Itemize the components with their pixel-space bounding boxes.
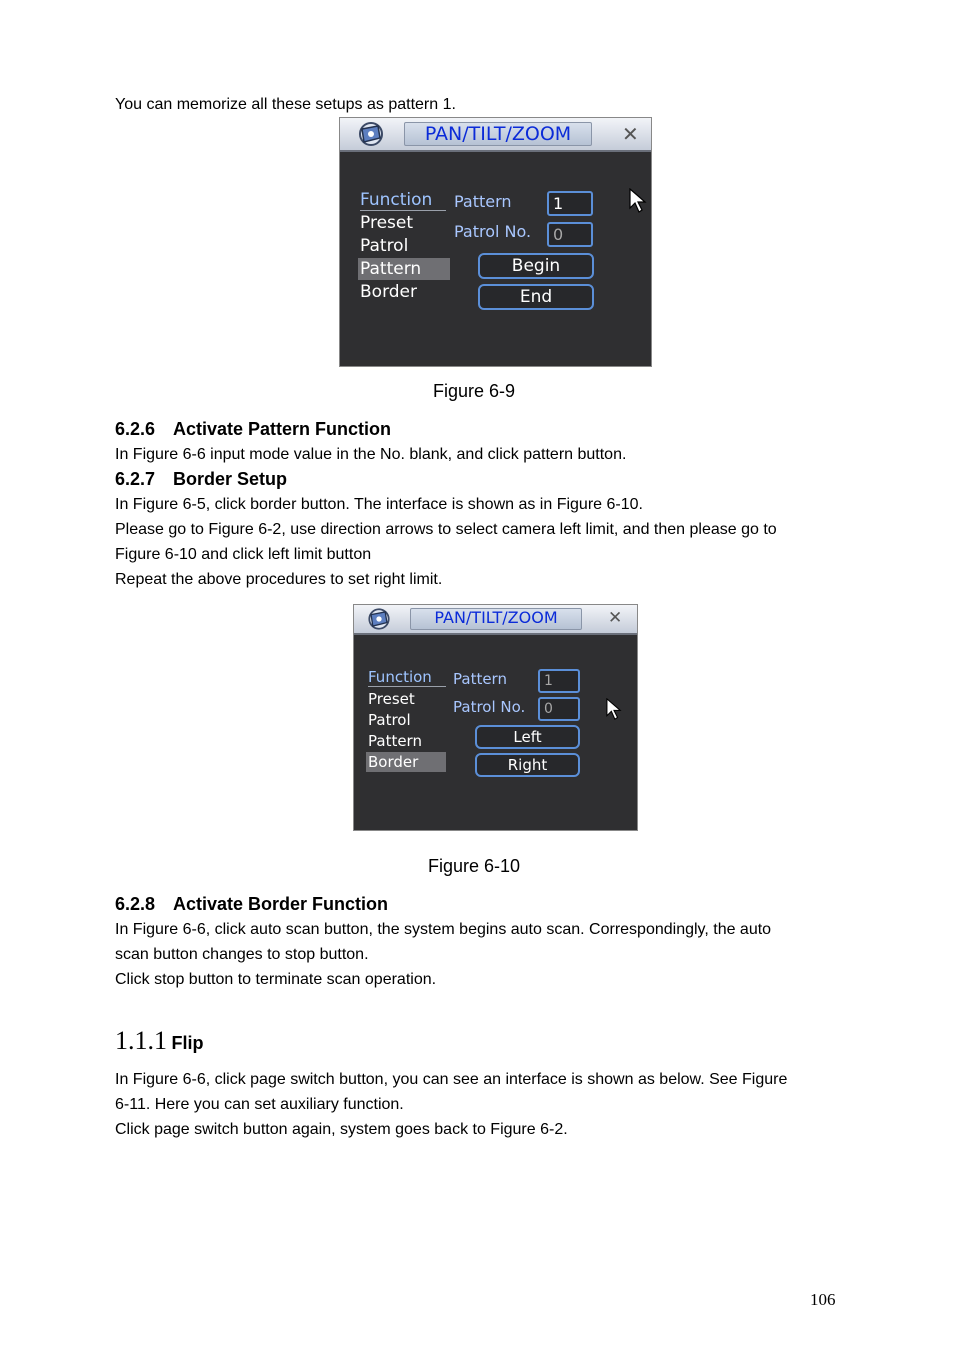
pattern-label: Pattern (454, 192, 512, 211)
pattern-label: Pattern (453, 670, 507, 688)
section-6-2-8-heading (115, 894, 388, 915)
section-title: Flip (171, 1033, 204, 1053)
window-titlebar (354, 605, 637, 635)
paragraph: Click stop button to terminate scan operation. (115, 971, 437, 988)
paragraph: Please go to Figure 6-2, use direction arrows to select camera left limit, and then please go to (115, 521, 777, 538)
mouse-pointer-icon (629, 188, 647, 214)
window-titlebar (340, 118, 651, 152)
menu-item-patrol[interactable]: Patrol (368, 711, 411, 729)
ptz-window-border (353, 604, 638, 831)
patrol-number-field[interactable]: 0 (547, 222, 593, 247)
section-title: Activate Pattern Function (173, 419, 392, 439)
section-number: 1.1.1 (115, 1026, 167, 1055)
mouse-pointer-icon (606, 698, 622, 721)
section-title: Border Setup (173, 469, 288, 489)
patrol-no-label: Patrol No. (453, 698, 526, 716)
window-title: PAN/TILT/ZOOM (404, 122, 592, 146)
menu-item-preset[interactable]: Preset (360, 213, 414, 233)
close-icon[interactable]: ✕ (608, 608, 623, 628)
figure-6-9-caption: Figure 6-9 (433, 381, 516, 401)
menu-item-preset[interactable]: Preset (368, 690, 415, 708)
menu-item-pattern[interactable]: Pattern (358, 258, 450, 280)
menu-function-header: Function (360, 190, 446, 211)
paragraph: In Figure 6-6, click auto scan button, the system begins auto scan. Correspondingly, the auto (115, 921, 772, 938)
end-button[interactable]: End (478, 284, 594, 310)
patrol-number-field[interactable]: 0 (538, 697, 580, 721)
section-number: 6.2.6 (115, 419, 156, 439)
section-number: 6.2.7 (115, 469, 156, 489)
section-1-1-1-heading (115, 1026, 203, 1056)
paragraph: In Figure 6-6, click page switch button, you can see an interface is shown as below. See Figure (115, 1071, 788, 1088)
page-number: 106 (810, 1290, 836, 1309)
paragraph: In Figure 6-5, click border button. The interface is shown as in Figure 6-10. (115, 496, 643, 513)
patrol-no-label: Patrol No. (454, 222, 532, 241)
pattern-number-field[interactable]: 1 (538, 669, 580, 693)
menu-item-patrol[interactable]: Patrol (360, 236, 409, 256)
camera-logo-icon (364, 606, 394, 632)
menu-item-border[interactable]: Border (360, 282, 417, 302)
camera-logo-icon (354, 120, 388, 148)
figure-6-10-caption: Figure 6-10 (428, 856, 521, 876)
section-6-2-6-heading (115, 419, 391, 440)
menu-item-border[interactable]: Border (366, 752, 446, 772)
close-icon[interactable]: ✕ (622, 122, 639, 146)
begin-button[interactable]: Begin (478, 253, 594, 279)
intro-paragraph: You can memorize all these setups as pattern 1. (115, 96, 456, 113)
paragraph: Click page switch button again, system goes back to Figure 6-2. (115, 1121, 568, 1138)
paragraph: Repeat the above procedures to set right limit. (115, 571, 443, 588)
pattern-number-field[interactable]: 1 (547, 191, 593, 216)
section-6-2-7-heading (115, 469, 287, 490)
ptz-window-pattern (339, 117, 652, 367)
paragraph: In Figure 6-6 input mode value in the No. blank, and click pattern button. (115, 446, 627, 463)
section-number: 6.2.8 (115, 894, 156, 914)
paragraph: Figure 6-10 and click left limit button (115, 546, 372, 563)
menu-item-pattern[interactable]: Pattern (368, 732, 422, 750)
right-limit-button[interactable]: Right (475, 753, 580, 777)
menu-function-header: Function (368, 668, 446, 687)
paragraph: 6-11. Here you can set auxiliary function. (115, 1096, 404, 1113)
section-title: Activate Border Function (173, 894, 389, 914)
paragraph: scan button changes to stop button. (115, 946, 369, 963)
window-title: PAN/TILT/ZOOM (410, 608, 582, 630)
left-limit-button[interactable]: Left (475, 725, 580, 749)
